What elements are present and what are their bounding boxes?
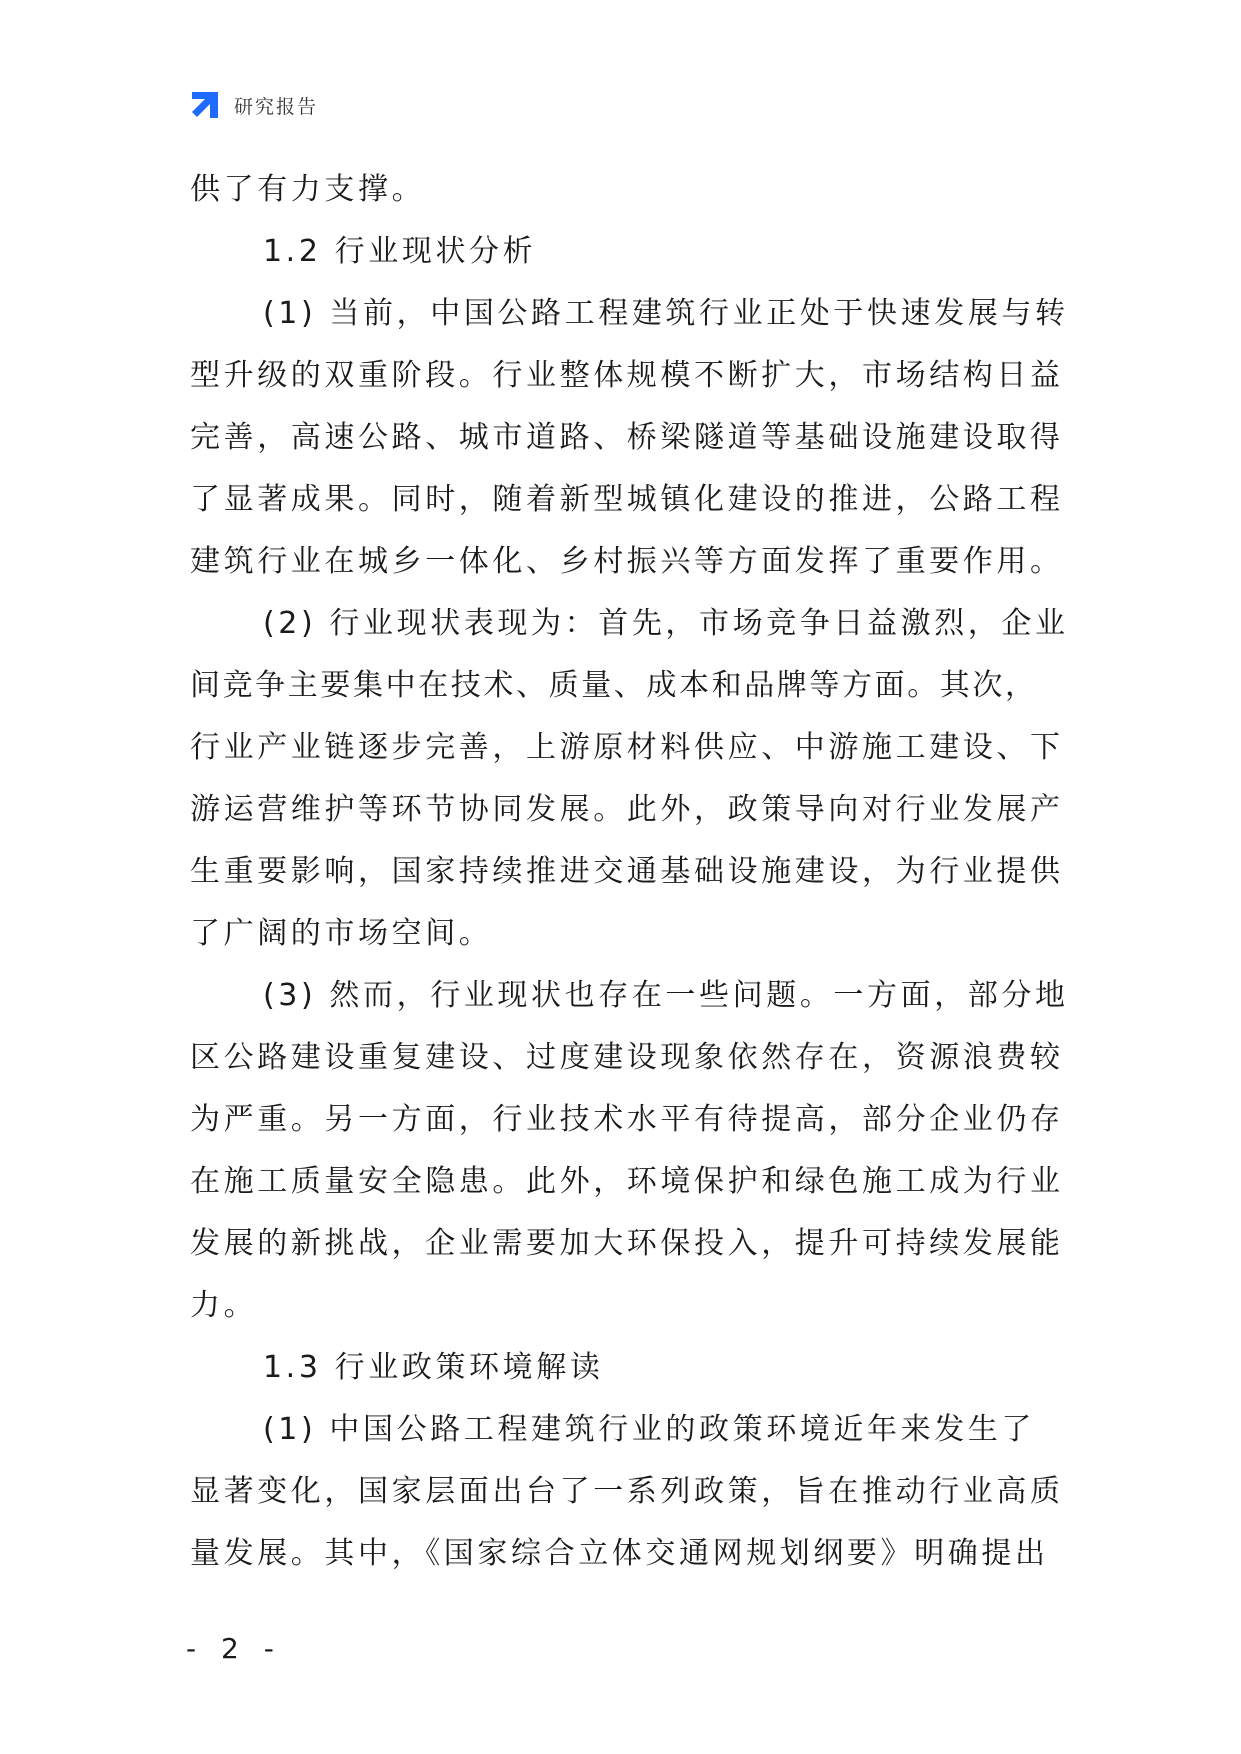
page-number: - 2 - [186, 1632, 282, 1665]
paragraph-line: 型升级的双重阶段。行业整体规模不断扩大，市场结构日益 [190, 358, 1064, 393]
paragraph-line: (1) 当前，中国公路工程建筑行业正处于快速发展与转 [263, 296, 1069, 331]
page-header [188, 88, 318, 122]
paragraph-line: 显著变化，国家层面出台了一系列政策，旨在推动行业高质 [190, 1474, 1064, 1509]
arrow-up-right-icon [188, 88, 222, 122]
paragraph-line: 游运营维护等环节协同发展。此外，政策导向对行业发展产 [190, 792, 1064, 827]
paragraph-line: 建筑行业在城乡一体化、乡村振兴等方面发挥了重要作用。 [190, 544, 1064, 579]
paragraph-line: 发展的新挑战，企业需要加大环保投入，提升可持续发展能 [190, 1226, 1064, 1261]
paragraph-line: 力。 [190, 1288, 258, 1323]
header-title: 研究报告 [234, 95, 319, 118]
paragraph-line: 行业产业链逐步完善，上游原材料供应、中游施工建设、下 [190, 730, 1064, 765]
section-heading: 1.3 行业政策环境解读 [263, 1350, 604, 1385]
paragraph-line: 量发展。其中，《国家综合立体交通网规划纲要》明确提出 [190, 1536, 1049, 1571]
paragraph-line: 了显著成果。同时，随着新型城镇化建设的推进，公路工程 [190, 482, 1064, 517]
paragraph-line: (1) 中国公路工程建筑行业的政策环境近年来发生了 [263, 1412, 1036, 1447]
paragraph-line: 区公路建设重复建设、过度建设现象依然存在，资源浪费较 [190, 1040, 1064, 1075]
paragraph-line: (2) 行业现状表现为：首先，市场竞争日益激烈，企业 [263, 606, 1069, 641]
paragraph-line: 完善，高速公路、城市道路、桥梁隧道等基础设施建设取得 [190, 420, 1064, 455]
paragraph-line: (3) 然而，行业现状也存在一些问题。一方面，部分地 [263, 978, 1069, 1013]
section-heading: 1.2 行业现状分析 [263, 234, 537, 269]
paragraph-line: 为严重。另一方面，行业技术水平有待提高，部分企业仍存 [190, 1102, 1064, 1137]
paragraph-line: 在施工质量安全隐患。此外，环境保护和绿色施工成为行业 [190, 1164, 1064, 1199]
paragraph-line: 了广阔的市场空间。 [190, 916, 493, 951]
document-body [190, 159, 1070, 1585]
paragraph-line: 生重要影响，国家持续推进交通基础设施建设，为行业提供 [190, 854, 1064, 889]
paragraph-line: 供了有力支撑。 [190, 172, 426, 207]
paragraph-line: 间竞争主要集中在技术、质量、成本和品牌等方面。其次， [190, 668, 1038, 703]
